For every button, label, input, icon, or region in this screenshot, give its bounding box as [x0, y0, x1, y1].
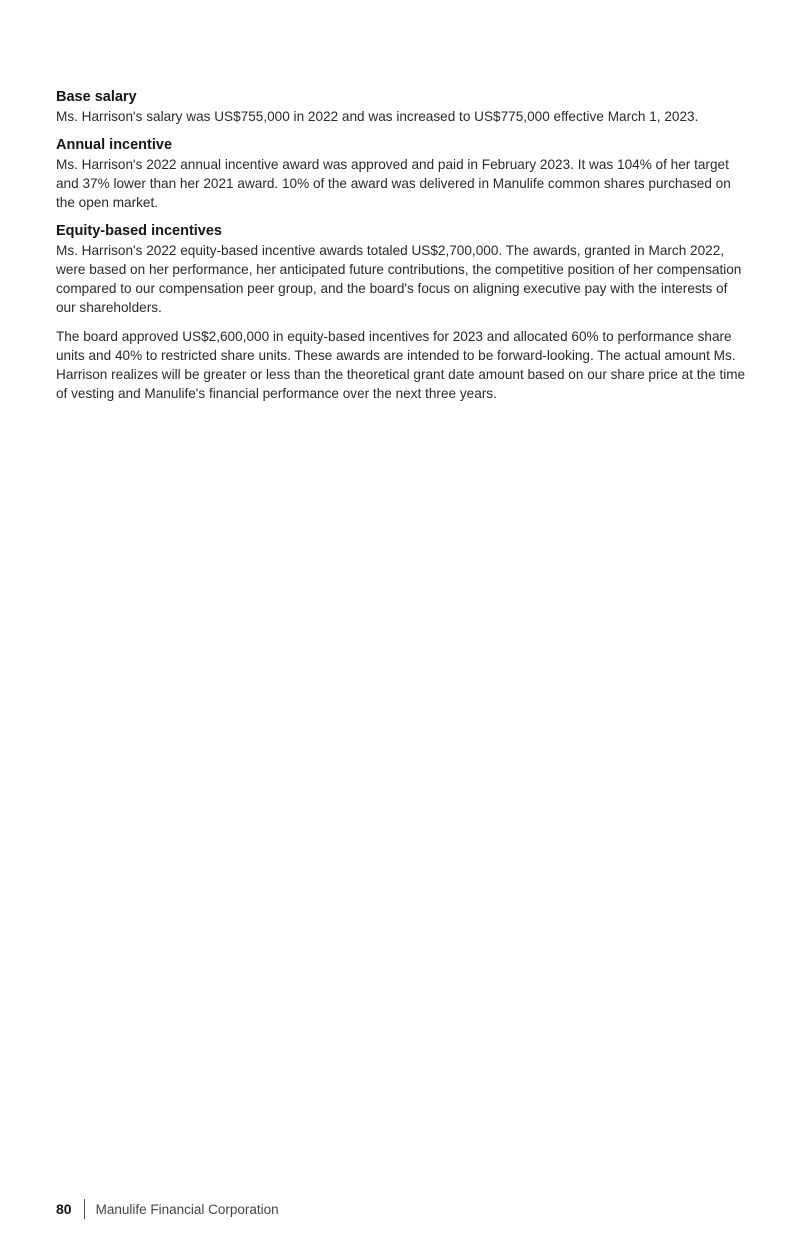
footer-divider [84, 1199, 85, 1219]
section-heading: Base salary [56, 89, 137, 105]
section-heading: Equity-based incentives [56, 223, 222, 239]
section-base-salary [56, 88, 746, 126]
section-heading: Annual incentive [56, 137, 173, 153]
page-number: 80 [56, 1201, 72, 1217]
section-paragraph: Ms. Harrison's 2022 equity-based incentive awards totaled US$2,700,000. The awards, granted in March 2022, were based on her performance, her anticipated future contributions, the competitive position of her compensation compared to our compensation peer group, and the board's focus on aligning executive pay with the interests of our shareholders. [56, 243, 742, 315]
section-paragraph: Ms. Harrison's salary was US$755,000 in 2022 and was increased to US$775,000 effective March 1, 2023. [56, 109, 699, 124]
document-body [56, 88, 746, 413]
section-equity-based-incentives [56, 222, 746, 403]
page-footer [56, 1198, 279, 1220]
section-annual-incentive [56, 136, 746, 212]
organization-name: Manulife Financial Corporation [95, 1201, 279, 1217]
section-paragraph: The board approved US$2,600,000 in equity-based incentives for 2023 and allocated 60% to performance share units and 40% to restricted share units. These awards are intended to be forward-looking. The actual amount Ms. Harrison realizes will be greater or less than the theoretical grant date amount based on our share price at the time of vesting and Manulife's financial performance over the next three years. [56, 329, 746, 401]
section-paragraph: Ms. Harrison's 2022 annual incentive award was approved and paid in February 2023. It was 104% of her target and 37% lower than her 2021 award. 10% of the award was delivered in Manulife common shares purchased on the open market. [56, 157, 731, 210]
